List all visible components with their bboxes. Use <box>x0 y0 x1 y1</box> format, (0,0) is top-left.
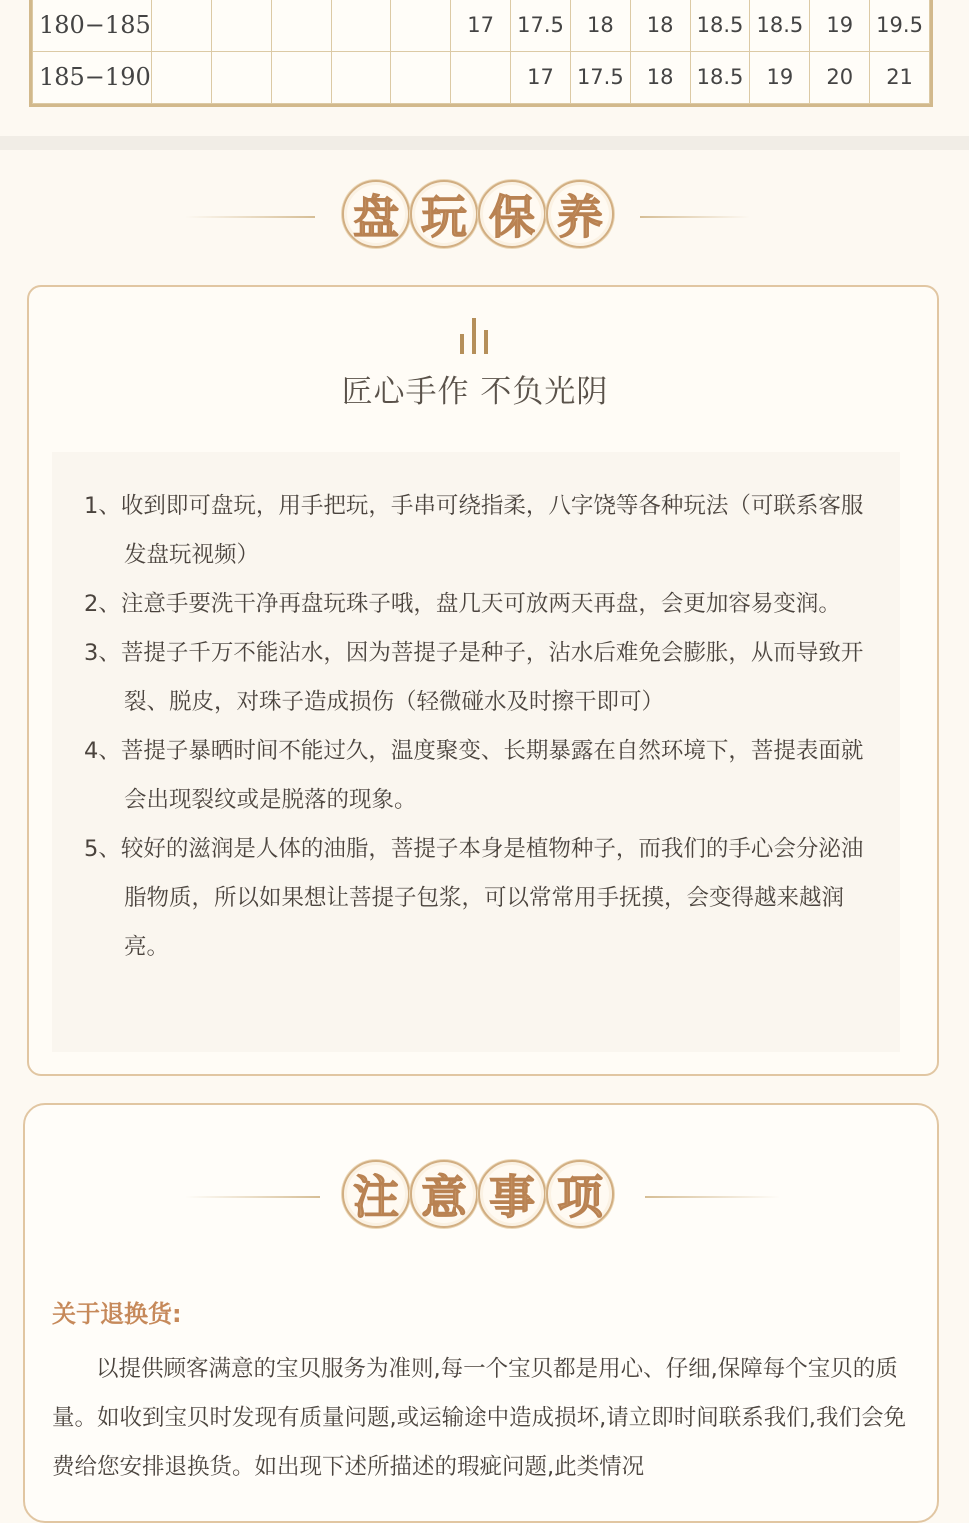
care-section-title <box>0 176 969 256</box>
list-item: 1、收到即可盘玩，用手把玩，手串可绕指柔，八字饶等各种玩法（可联系客服发盘玩视频） <box>84 493 864 568</box>
table-cell <box>391 0 451 51</box>
table-cell: 19 <box>750 51 810 103</box>
table-cell <box>271 51 331 103</box>
notice-section-title <box>0 1156 969 1236</box>
table-cell <box>451 51 511 103</box>
table-cell: 18 <box>630 0 690 51</box>
care-title-chars <box>342 180 614 248</box>
title-line-right <box>645 1196 780 1198</box>
table-cell: 18.5 <box>750 0 810 51</box>
title-char: 项 <box>546 1160 614 1228</box>
table-cell: 18 <box>630 51 690 103</box>
section-divider <box>0 136 969 150</box>
table-cell: 19 <box>810 0 870 51</box>
title-char: 盘 <box>342 180 410 248</box>
table-cell: 17.5 <box>511 0 571 51</box>
table-cell: 18.5 <box>690 51 750 103</box>
table-cell: 18.5 <box>690 0 750 51</box>
return-policy-text: 以提供顾客满意的宝贝服务为准则,每一个宝贝都是用心、仔细,保障每个宝贝的质量。如收到宝贝时发现有质量问题,或运输途中造成损坏,请立即时间联系我们,我们会免费给您安排退换货。如出现下述所描述的瑕疵问题,此类情况 <box>52 1356 906 1480</box>
table-cell <box>211 0 271 51</box>
table-cell-range: 180−185 <box>33 0 152 51</box>
care-subtitle: 匠心手作 不负光阴 <box>341 374 609 410</box>
notice-title-chars <box>342 1160 614 1228</box>
title-line-left <box>185 216 315 218</box>
table-cell <box>331 0 391 51</box>
table-cell: 17 <box>511 51 571 103</box>
table-cell: 21 <box>870 51 930 103</box>
table-cell <box>211 51 271 103</box>
table-cell <box>271 0 331 51</box>
size-table <box>29 0 933 107</box>
list-item: 2、注意手要洗干净再盘玩珠子哦，盘几天可放两天再盘，会更加容易变润。 <box>84 591 841 617</box>
title-char: 保 <box>478 180 546 248</box>
bamboo-icon <box>458 318 490 354</box>
table-row <box>33 0 930 51</box>
title-char: 玩 <box>410 180 478 248</box>
care-list <box>84 482 884 972</box>
title-char: 意 <box>410 1160 478 1228</box>
table-cell: 17.5 <box>570 51 630 103</box>
title-line-left <box>185 1196 320 1198</box>
list-item: 3、菩提子千万不能沾水，因为菩提子是种子，沾水后难免会膨胀，从而导致开裂、脱皮，对珠子造成损伤（轻微碰水及时擦干即可） <box>84 640 864 715</box>
table-cell: 19.5 <box>870 0 930 51</box>
title-line-right <box>640 216 750 218</box>
table-cell <box>152 51 212 103</box>
table-cell: 18 <box>570 0 630 51</box>
table-row <box>33 51 930 103</box>
return-policy-heading: 关于退换货: <box>52 1300 182 1328</box>
table-cell: 20 <box>810 51 870 103</box>
table-cell <box>391 51 451 103</box>
table-cell: 17 <box>451 0 511 51</box>
size-table-grid <box>32 0 930 104</box>
title-char: 养 <box>546 180 614 248</box>
table-cell <box>331 51 391 103</box>
table-cell-range: 185−190 <box>33 51 152 103</box>
list-item: 4、菩提子暴晒时间不能过久，温度聚变、长期暴露在自然环境下，菩提表面就会出现裂纹或是脱落的现象。 <box>84 738 864 813</box>
title-char: 事 <box>478 1160 546 1228</box>
table-cell <box>152 0 212 51</box>
title-char: 注 <box>342 1160 410 1228</box>
list-item: 5、较好的滋润是人体的油脂，菩提子本身是植物种子，而我们的手心会分泌油脂物质，所以如果想让菩提子包浆，可以常常用手抚摸，会变得越来越润亮。 <box>84 836 864 960</box>
